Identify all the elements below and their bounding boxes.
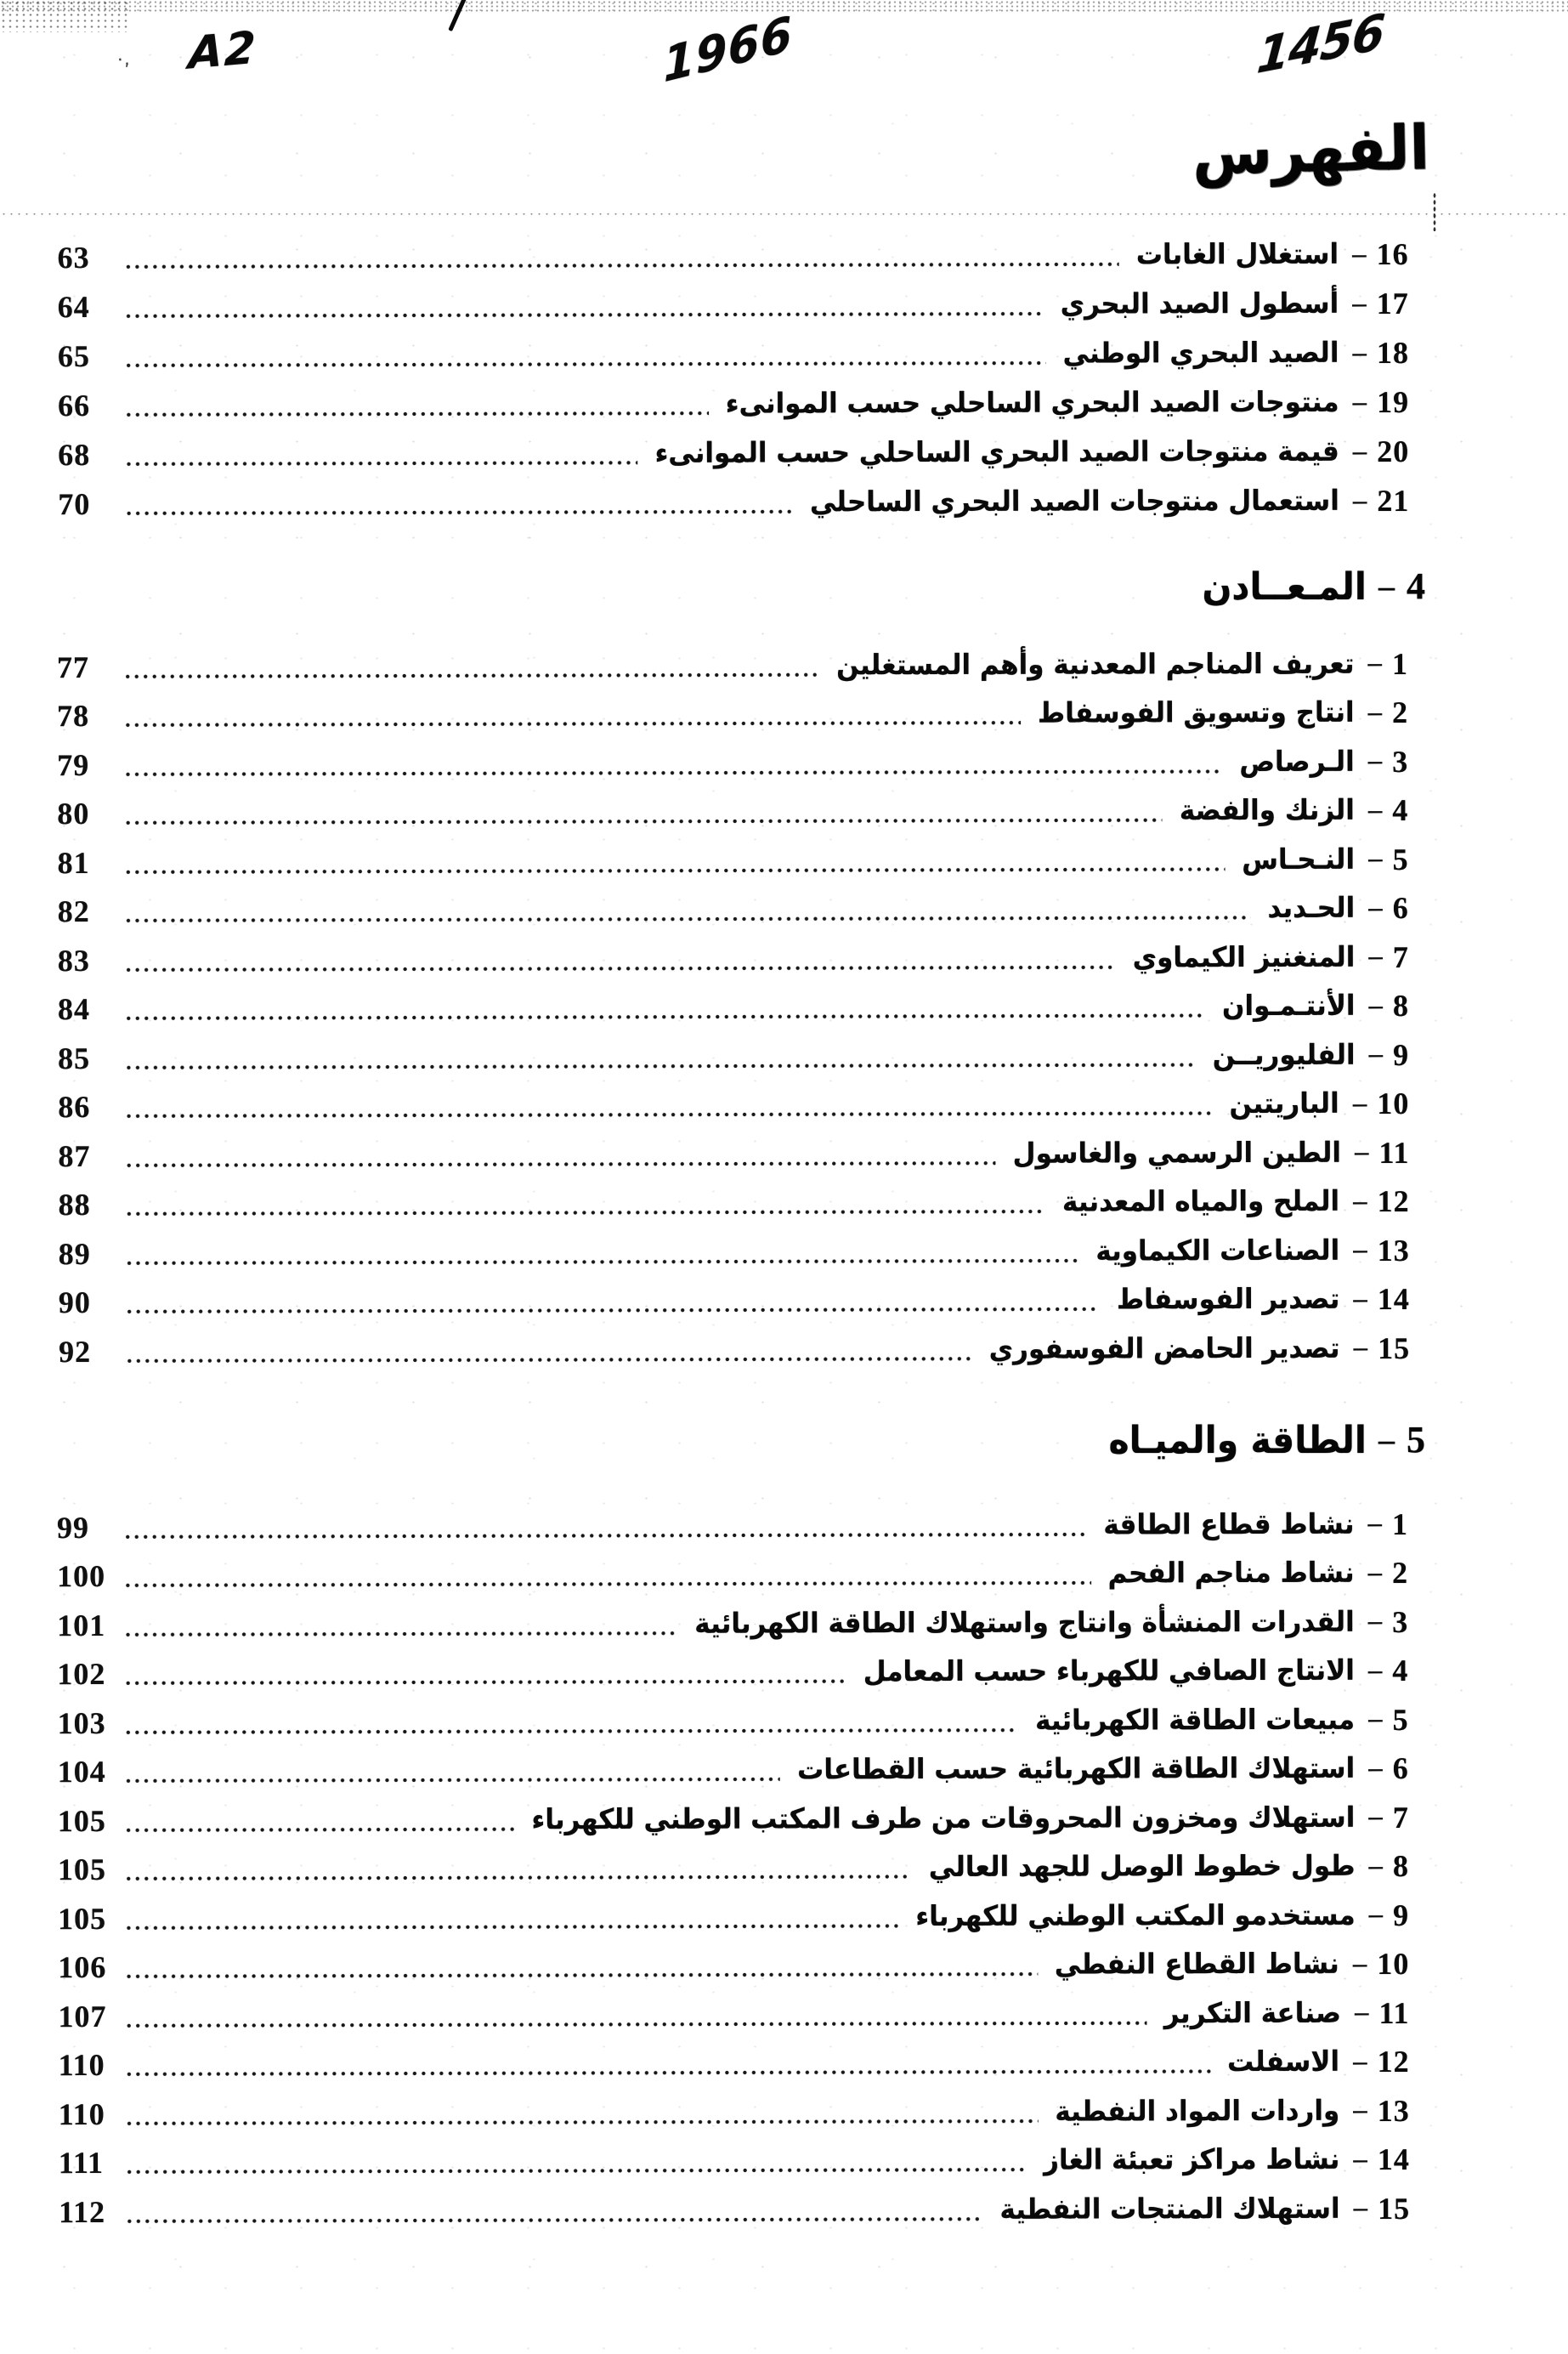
toc-row	[58, 1988, 1409, 2041]
toc-entry-title: استغلال الغابات	[1135, 238, 1339, 271]
dash-separator: –	[1368, 941, 1383, 973]
toc-entry-number: 11	[1378, 1995, 1410, 2030]
toc-page-number: 85	[58, 1041, 91, 1075]
dotted-leader	[123, 768, 1222, 777]
dotted-leader	[125, 2068, 1211, 2078]
dotted-leader	[124, 459, 637, 468]
dotted-leader	[124, 1061, 1196, 1070]
dash-separator: –	[1353, 1283, 1367, 1314]
toc-entry-title: الفليوريــن	[1212, 1038, 1356, 1072]
dotted-leader	[124, 261, 1119, 270]
dash-separator: –	[1352, 1087, 1367, 1119]
toc-entry-number: 19	[1377, 384, 1410, 420]
dash-separator: –	[1354, 1997, 1369, 2028]
toc-entry-title: المنغنيز الكيماوي	[1132, 940, 1356, 974]
section-number: 5	[1407, 1419, 1425, 1461]
dash-separator: –	[1353, 2192, 1368, 2224]
section-title: المـعــادن	[1202, 564, 1367, 609]
dash-separator: –	[1367, 746, 1383, 777]
dash-separator: –	[1367, 1557, 1383, 1588]
dotted-leader	[124, 915, 1251, 924]
dash-separator: –	[1353, 1332, 1368, 1364]
toc-entry-number: 16	[1376, 236, 1409, 272]
toc-row	[58, 883, 1409, 936]
dotted-leader	[123, 1531, 1086, 1540]
dash-separator: –	[1367, 648, 1382, 679]
dash-separator: –	[1368, 1899, 1384, 1931]
dotted-leader	[124, 1825, 515, 1833]
toc-entry-title: أسطول الصيد البحري	[1060, 287, 1339, 321]
toc-entry-number: 12	[1377, 1184, 1410, 1219]
toc-row	[58, 933, 1409, 985]
dotted-leader	[124, 1971, 1038, 1980]
toc-page-number: 105	[57, 1852, 107, 1887]
toc-entry-number: 10	[1377, 1947, 1410, 1982]
toc-row	[58, 1841, 1409, 1894]
toc-entry-number: 17	[1376, 286, 1409, 321]
section-header-minerals	[1202, 564, 1425, 608]
toc-page-number: 110	[58, 2096, 105, 2131]
toc-entry-title: تصدير الحامض الفوسفوري	[988, 1331, 1340, 1366]
toc-row	[57, 1500, 1408, 1552]
toc-row	[58, 476, 1409, 529]
dotted-leader	[125, 2166, 1027, 2175]
toc-page-number: 100	[57, 1559, 106, 1594]
dotted-leader	[124, 360, 1046, 369]
dash-separator: –	[1354, 1137, 1369, 1168]
dotted-leader	[124, 1874, 912, 1882]
toc-entry-number: 13	[1377, 1233, 1410, 1268]
toc-row	[57, 639, 1408, 692]
scan-corner-speckle	[0, 0, 127, 32]
toc-row	[57, 737, 1408, 790]
section-title: الطاقة والميـاه	[1108, 1417, 1367, 1462]
toc-block-energy-water	[57, 1500, 1410, 2237]
toc-page-number: 79	[57, 747, 90, 782]
toc-page-number: 103	[57, 1705, 106, 1740]
toc-entry-number: 2	[1392, 1556, 1409, 1591]
dotted-leader	[124, 1776, 780, 1784]
toc-entry-number: 7	[1392, 939, 1409, 974]
toc-row	[58, 279, 1409, 332]
toc-row	[58, 981, 1409, 1034]
toc-row	[58, 328, 1409, 381]
dotted-leader	[124, 865, 1226, 875]
toc-entry-title: قيمة منتوجات الصيد البحري الساحلي حسب الموانىء	[654, 435, 1339, 470]
dash-separator: –	[1367, 1508, 1382, 1540]
dash-separator: –	[1367, 1654, 1383, 1686]
toc-entry-title: منتوجات الصيد البحري الساحلي حسب الموانىء	[725, 386, 1339, 421]
toc-entry-title: انتاج وتسويق الفوسفاط	[1037, 696, 1355, 730]
toc-entry-title: تصدير الفوسفاط	[1116, 1283, 1340, 1317]
toc-page-number: 68	[58, 437, 91, 473]
toc-page-number: 89	[58, 1236, 91, 1271]
toc-page-number: 102	[57, 1657, 106, 1692]
toc-entry-number: 15	[1377, 2191, 1411, 2226]
toc-page-number: 77	[56, 649, 90, 684]
toc-row	[59, 1226, 1410, 1279]
toc-entry-title: الاسفلت	[1227, 2045, 1340, 2079]
toc-page-number: 84	[57, 992, 91, 1027]
toc-row	[58, 1793, 1409, 1846]
dash-separator: –	[1352, 435, 1367, 467]
dash-separator: –	[1378, 568, 1395, 604]
dash-separator: –	[1367, 696, 1383, 728]
page-title: الفهرس	[1192, 112, 1430, 190]
toc-row	[59, 1324, 1410, 1376]
toc-entry-number: 15	[1377, 1330, 1411, 1365]
toc-entry-number: 4	[1392, 1653, 1409, 1688]
toc-page-number: 82	[57, 894, 90, 929]
dotted-leader	[123, 671, 819, 679]
toc-entry-title: الملح والمياه المعدنية	[1061, 1185, 1340, 1219]
toc-entry-number: 5	[1392, 842, 1409, 876]
dash-separator: –	[1353, 2045, 1367, 2077]
toc-entry-number: 1	[1391, 1506, 1408, 1541]
dotted-leader	[124, 508, 793, 517]
toc-page-number: 83	[57, 943, 90, 978]
toc-row	[58, 1891, 1409, 1943]
toc-page-number: 88	[58, 1188, 91, 1222]
toc-entry-title: الباريتين	[1229, 1087, 1339, 1120]
toc-row	[57, 835, 1408, 888]
dash-separator: –	[1368, 892, 1383, 923]
toc-page-number: 81	[57, 845, 90, 880]
toc-page-number: 107	[58, 1999, 107, 2034]
toc-entry-number: 4	[1392, 793, 1409, 828]
toc-entry-number: 3	[1392, 1604, 1409, 1639]
toc-row	[58, 427, 1409, 479]
toc-entry-number: 6	[1392, 1751, 1409, 1786]
dotted-leader	[124, 1110, 1212, 1120]
toc-entry-number: 10	[1377, 1086, 1410, 1121]
toc-page-number: 105	[57, 1803, 106, 1838]
toc-row	[58, 1030, 1409, 1083]
dash-separator: –	[1353, 1185, 1367, 1217]
dotted-leader	[124, 1727, 1019, 1736]
toc-page-number: 90	[58, 1285, 91, 1320]
toc-row	[59, 1274, 1410, 1327]
section-header-energy-water	[1108, 1418, 1425, 1461]
toc-page-number: 99	[56, 1510, 90, 1545]
toc-page-number: 65	[57, 338, 90, 374]
toc-row	[59, 2086, 1410, 2139]
toc-entry-title: مستخدمو المكتب الوطني للكهرباء	[915, 1898, 1356, 1933]
toc-page-number: 86	[58, 1090, 91, 1125]
toc-page-number: 80	[57, 797, 90, 831]
section-number: 4	[1407, 565, 1425, 607]
toc-page-number: 64	[57, 289, 90, 325]
dash-separator: –	[1353, 1234, 1367, 1266]
toc-entry-number: 1	[1391, 646, 1408, 681]
dash-separator: –	[1367, 794, 1383, 825]
toc-entry-title: الـرصاص	[1239, 745, 1355, 779]
dotted-leader	[124, 1013, 1205, 1022]
toc-page-number: 111	[58, 2146, 104, 2181]
dash-separator: –	[1353, 2095, 1367, 2126]
handwritten-mark-right: 1456	[1254, 3, 1387, 86]
dotted-leader	[125, 2118, 1039, 2127]
toc-entry-number: 11	[1378, 1135, 1410, 1170]
dash-separator: –	[1368, 990, 1384, 1021]
toc-entry-title: الحـديد	[1267, 892, 1356, 925]
toc-entry-number: 7	[1392, 1800, 1409, 1835]
toc-entry-title: استعمال منتوجات الصيد البحري الساحلي	[809, 485, 1339, 519]
toc-entry-title: نشاط مراكز تعبئة الغاز	[1044, 2143, 1340, 2177]
toc-page-number: 63	[57, 240, 90, 275]
toc-entry-number: 8	[1392, 1849, 1410, 1884]
dash-separator: –	[1368, 1039, 1384, 1070]
dash-separator: –	[1352, 386, 1367, 417]
toc-entry-number: 2	[1392, 695, 1409, 730]
toc-entry-number: 3	[1392, 744, 1409, 779]
toc-row	[58, 1079, 1409, 1132]
toc-entry-title: النـحـاس	[1242, 842, 1356, 876]
dotted-leader	[124, 1922, 898, 1931]
toc-entry-number: 12	[1377, 2045, 1410, 2079]
toc-entry-title: الزنك والفضة	[1179, 794, 1355, 827]
dotted-leader	[125, 1257, 1079, 1267]
toc-entry-title: صناعة التكرير	[1163, 1996, 1341, 2030]
handwritten-year: 1966	[662, 5, 794, 94]
dash-separator: –	[1368, 1752, 1383, 1784]
toc-page-number: 101	[57, 1608, 106, 1642]
dotted-leader	[123, 817, 1162, 826]
toc-entry-title: الأنتـمـوان	[1221, 990, 1356, 1023]
dotted-leader	[124, 310, 1044, 320]
toc-entry-title: نشاط قطاع الطاقة	[1103, 1507, 1355, 1541]
toc-page-number: 104	[57, 1755, 106, 1790]
toc-entry-number: 13	[1377, 2093, 1410, 2128]
dotted-leader	[125, 1355, 972, 1364]
toc-page-number: 66	[58, 388, 91, 423]
dash-separator: –	[1378, 1421, 1395, 1458]
dotted-leader	[124, 1160, 995, 1169]
toc-row	[59, 2184, 1410, 2237]
toc-row	[57, 786, 1408, 838]
toc-entry-number: 5	[1392, 1702, 1409, 1737]
dash-separator: –	[1352, 485, 1367, 516]
toc-entry-number: 14	[1377, 1282, 1410, 1317]
dotted-leader	[123, 719, 1021, 729]
toc-row	[58, 230, 1409, 282]
toc-row	[59, 2135, 1410, 2187]
dash-separator: –	[1352, 337, 1367, 368]
dash-separator: –	[1352, 238, 1367, 269]
toc-entry-title: الطين الرسمي والغاسول	[1012, 1136, 1341, 1170]
toc-page-number: 87	[58, 1138, 91, 1173]
toc-row	[58, 1128, 1409, 1181]
toc-entry-number: 20	[1377, 434, 1410, 469]
scan-dotted-artifact-line	[0, 210, 1568, 218]
toc-entry-title: تعريف المناجم المعدنية وأهم المستغلين	[836, 647, 1355, 682]
toc-row	[57, 1646, 1408, 1699]
dash-separator: –	[1368, 1850, 1384, 1881]
toc-row	[57, 688, 1408, 740]
toc-row	[58, 1939, 1409, 1992]
dotted-leader	[124, 410, 709, 418]
scan-dotted-tail	[1433, 192, 1436, 231]
dotted-leader	[124, 964, 1116, 973]
dotted-leader	[123, 1630, 677, 1638]
toc-row	[59, 1177, 1410, 1229]
toc-row	[57, 1548, 1408, 1601]
toc-entry-title: استهلاك الطاقة الكهربائية حسب القطاعات	[797, 1752, 1356, 1787]
dotted-leader	[125, 1208, 1045, 1217]
toc-row	[57, 1597, 1408, 1650]
toc-entry-title: طول خطوط الوصل للجهد العالي	[928, 1850, 1356, 1884]
toc-entry-title: مبيعات الطاقة الكهربائية	[1034, 1703, 1356, 1737]
toc-page-number: 106	[58, 1950, 107, 1985]
dash-separator: –	[1367, 843, 1383, 875]
toc-entry-title: واردات المواد النفطية	[1055, 2094, 1340, 2128]
toc-page-number: 78	[57, 699, 90, 734]
dash-separator: –	[1353, 2143, 1367, 2175]
toc-block-continuation	[58, 230, 1410, 529]
dash-separator: –	[1367, 1606, 1383, 1637]
toc-page-number: 112	[59, 2194, 106, 2229]
toc-entry-title: القدرات المنشأة وانتاج واستهلاك الطاقة الكهربائية	[694, 1605, 1355, 1640]
toc-entry-number: 8	[1392, 989, 1410, 1024]
handwritten-mark-left: A2	[187, 22, 258, 80]
toc-entry-title: الصيد البحري الوطني	[1062, 337, 1339, 371]
toc-entry-title: الانتاج الصافي للكهرباء حسب المعامل	[863, 1654, 1355, 1688]
ink-speck: ·,	[115, 48, 132, 72]
toc-page-number: 70	[58, 486, 91, 522]
toc-entry-number: 21	[1377, 483, 1410, 519]
dotted-leader	[125, 2215, 982, 2225]
toc-row	[58, 377, 1409, 430]
toc-entry-title: نشاط مناجم الفحم	[1107, 1557, 1355, 1591]
toc-entry-number: 6	[1392, 891, 1409, 926]
dotted-leader	[124, 2019, 1146, 2028]
toc-page-number: 105	[58, 1901, 107, 1936]
toc-entry-title: نشاط القطاع النفطي	[1054, 1948, 1339, 1982]
toc-entry-number: 14	[1377, 2142, 1410, 2177]
toc-block-minerals	[57, 639, 1410, 1376]
toc-entry-number: 9	[1393, 1897, 1410, 1932]
toc-page-number: 92	[59, 1334, 92, 1369]
toc-entry-number: 9	[1393, 1037, 1410, 1072]
dash-separator: –	[1368, 1801, 1383, 1833]
dash-separator: –	[1352, 287, 1367, 319]
dotted-leader	[125, 1306, 1100, 1315]
toc-row	[57, 1695, 1408, 1748]
toc-row	[58, 1744, 1409, 1796]
dotted-leader	[123, 1580, 1091, 1589]
toc-entry-title: الصناعات الكيماوية	[1095, 1234, 1340, 1268]
toc-entry-title: استهلاك المنتجات النفطية	[999, 2192, 1340, 2226]
dash-separator: –	[1367, 1704, 1383, 1735]
toc-entry-number: 18	[1376, 335, 1409, 371]
toc-entry-title: استهلاك ومخزون المحروقات من طرف المكتب الوطني للكهرباء	[531, 1801, 1356, 1836]
toc-page-number: 110	[58, 2048, 105, 2083]
toc-row	[59, 2037, 1410, 2090]
dash-separator: –	[1352, 1948, 1367, 1979]
dotted-leader	[123, 1678, 846, 1687]
